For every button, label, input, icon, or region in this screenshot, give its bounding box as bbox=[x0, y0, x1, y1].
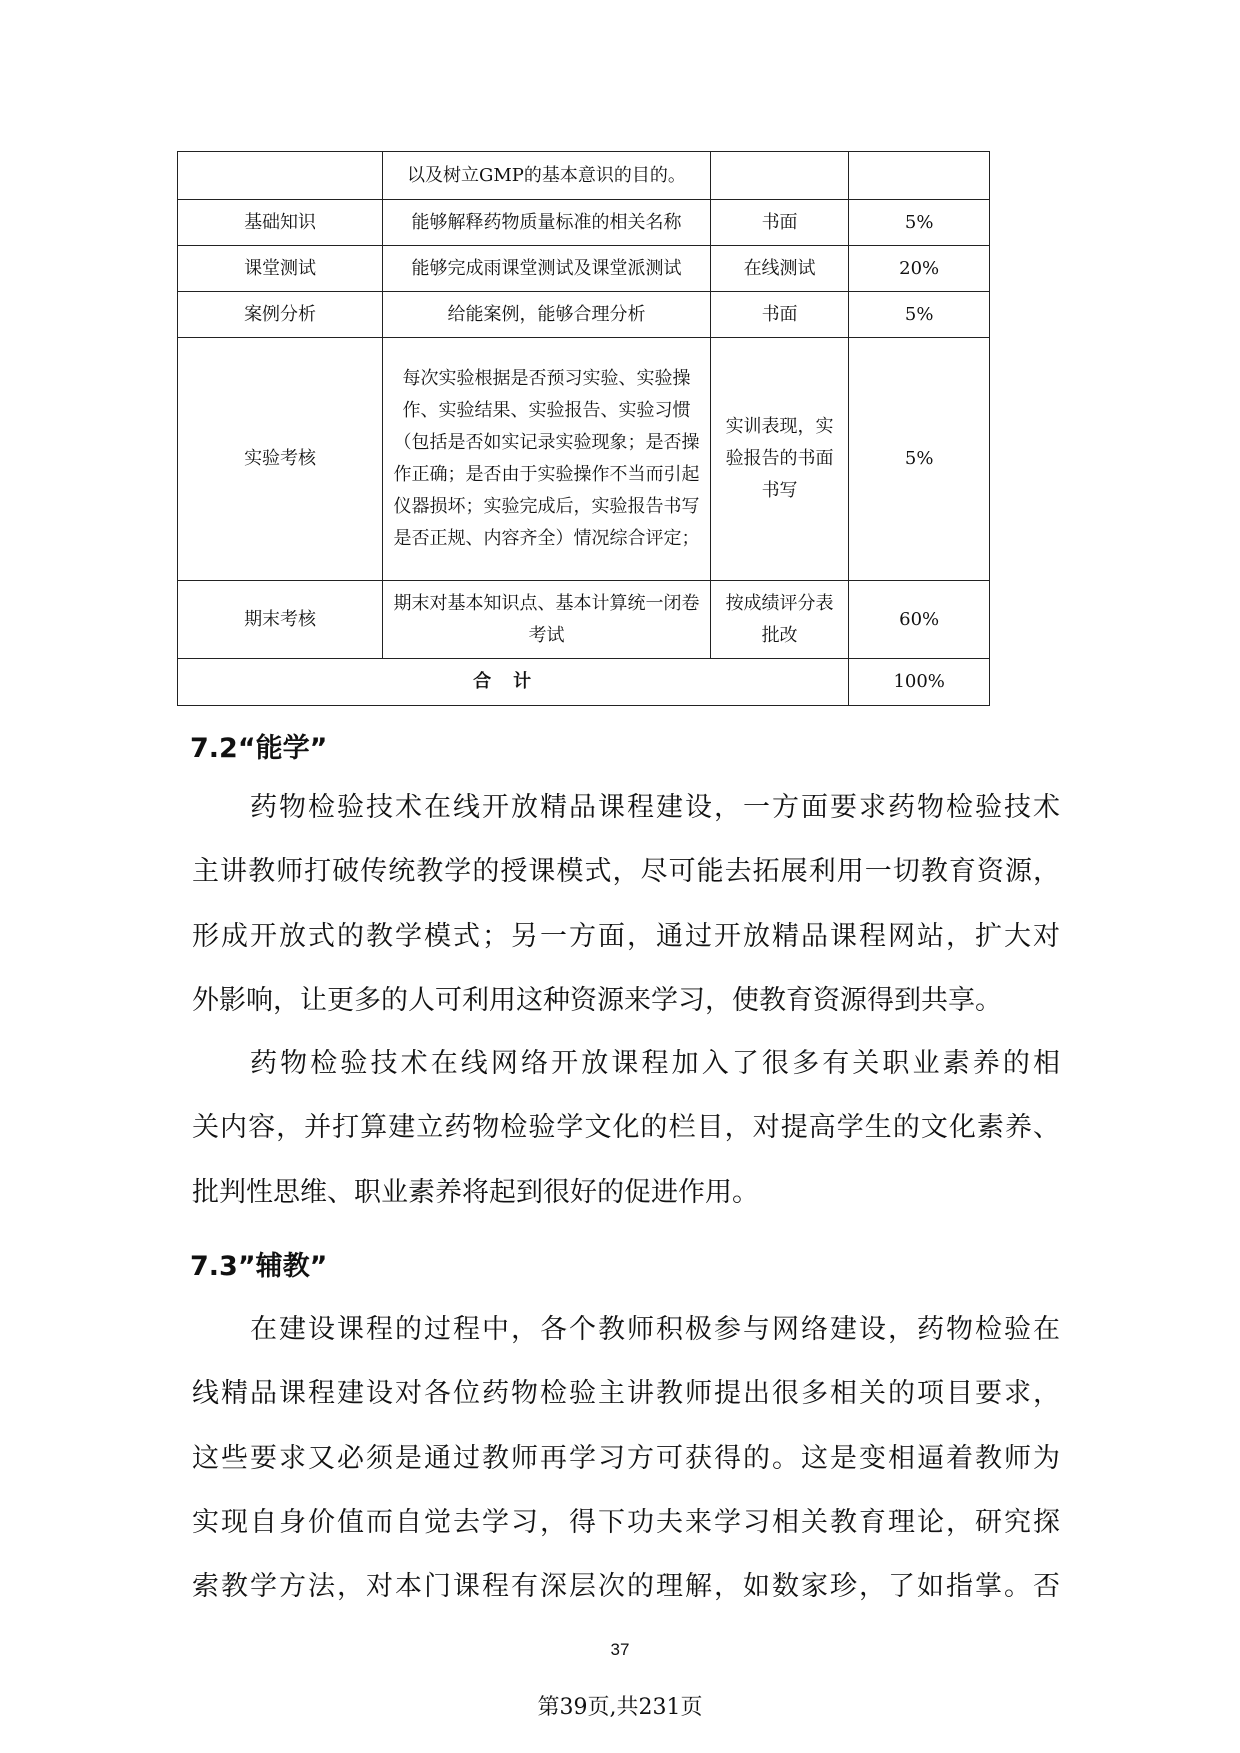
method-cell: 实训表现，实验报告的书面书写 bbox=[710, 338, 849, 581]
text-line: 主讲教师打破传统教学的授课模式，尽可能去拓展利用一切教育资源， bbox=[192, 856, 1060, 888]
total-value: 100% bbox=[849, 659, 990, 706]
method-cell bbox=[710, 152, 849, 200]
content-cell: 给能案例，能够合理分析 bbox=[383, 292, 711, 338]
method-cell: 按成绩评分表批改 bbox=[710, 581, 849, 659]
item-cell: 实验考核 bbox=[178, 338, 383, 581]
table-row bbox=[178, 338, 990, 581]
item-cell: 基础知识 bbox=[178, 200, 383, 246]
text-line: 形成开放式的教学模式；另一方面，通过开放精品课程网站，扩大对 bbox=[192, 920, 1060, 952]
weight-cell: 60% bbox=[849, 581, 990, 659]
item-cell: 案例分析 bbox=[178, 292, 383, 338]
text-line: 索教学方法，对本门课程有深层次的理解，如数家珍，了如指掌。否 bbox=[192, 1571, 1060, 1603]
table-row bbox=[178, 200, 990, 246]
content-cell: 每次实验根据是否预习实验、实验操作、实验结果、实验报告、实验习惯（包括是否如实记录实验现象；是否操作正确；是否由于实验操作不当而引起仪器损坏；实验完成后，实验报告书写是否正规、内容齐全）情况综合评定； bbox=[383, 338, 711, 581]
text-line: 在建设课程的过程中，各个教师积极参与网络建设，药物检验在 bbox=[250, 1314, 1060, 1345]
content-cell: 能够完成雨课堂测试及课堂派测试 bbox=[383, 246, 711, 292]
item-cell bbox=[178, 152, 383, 200]
section-heading-7-2: 7.2“能学” bbox=[190, 733, 328, 764]
assessment-table bbox=[177, 151, 990, 706]
text-line: 批判性思维、职业素养将起到很好的促进作用。 bbox=[192, 1176, 759, 1208]
text-line: 线精品课程建设对各位药物检验主讲教师提出很多相关的项目要求， bbox=[192, 1378, 1060, 1410]
method-cell: 书面 bbox=[710, 292, 849, 338]
page-footer: 第39页,共231页 bbox=[537, 1695, 703, 1720]
table-row bbox=[178, 581, 990, 659]
section-7-2-paragraph-1 bbox=[192, 776, 1060, 1033]
text-line: 药物检验技术在线网络开放课程加入了很多有关职业素养的相 bbox=[250, 1048, 1060, 1079]
weight-cell: 5% bbox=[849, 200, 990, 246]
text-line: 这些要求又必须是通过教师再学习方可获得的。这是变相逼着教师为 bbox=[192, 1442, 1060, 1474]
item-cell: 期末考核 bbox=[178, 581, 383, 659]
text-line: 实现自身价值而自觉去学习，得下功夫来学习相关教育理论，研究探 bbox=[192, 1506, 1060, 1538]
weight-cell bbox=[849, 152, 990, 200]
text-line: 药物检验技术在线开放精品课程建设，一方面要求药物检验技术 bbox=[250, 792, 1060, 823]
section-7-2-paragraph-2 bbox=[192, 1032, 1060, 1225]
method-cell: 书面 bbox=[710, 200, 849, 246]
method-cell: 在线测试 bbox=[710, 246, 849, 292]
text-line: 关内容，并打算建立药物检验学文化的栏目，对提高学生的文化素养、 bbox=[192, 1112, 1060, 1144]
content-cell: 以及树立GMP的基本意识的目的。 bbox=[383, 152, 711, 200]
total-row bbox=[178, 659, 990, 706]
table-row bbox=[178, 152, 990, 200]
weight-cell: 5% bbox=[849, 338, 990, 581]
total-label: 合计 bbox=[178, 659, 849, 706]
weight-cell: 20% bbox=[849, 246, 990, 292]
weight-cell: 5% bbox=[849, 292, 990, 338]
table-row bbox=[178, 292, 990, 338]
page-number: 37 bbox=[610, 1640, 630, 1659]
content-cell: 期末对基本知识点、基本计算统一闭卷考试 bbox=[383, 581, 711, 659]
text-line: 外影响，让更多的人可利用这种资源来学习，使教育资源得到共享。 bbox=[192, 984, 1002, 1016]
section-heading-7-3: 7.3”辅教” bbox=[190, 1251, 328, 1282]
content-cell: 能够解释药物质量标准的相关名称 bbox=[383, 200, 711, 246]
item-cell: 课堂测试 bbox=[178, 246, 383, 292]
section-7-3-paragraph-1 bbox=[192, 1298, 1060, 1619]
table-row bbox=[178, 246, 990, 292]
